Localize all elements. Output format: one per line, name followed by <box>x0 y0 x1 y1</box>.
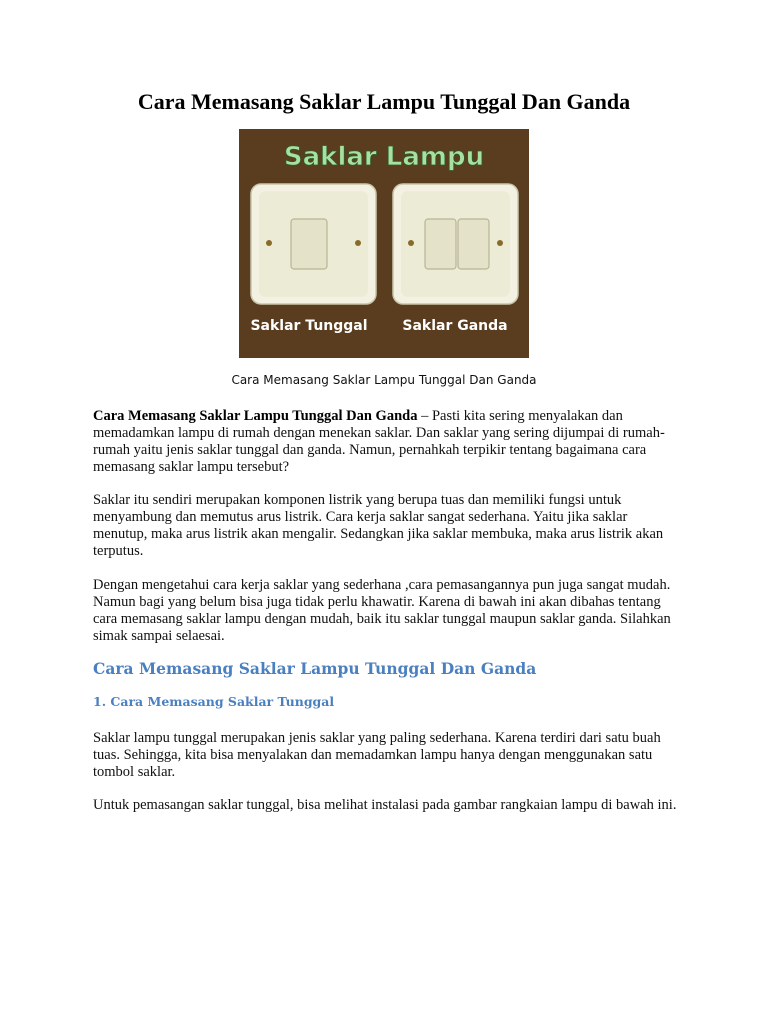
double-switch-plate <box>393 184 518 304</box>
paragraph-intro <box>93 408 678 476</box>
figure-heading: Saklar Lampu <box>283 142 485 172</box>
figure-caption: Cara Memasang Saklar Lampu Tunggal Dan Ganda <box>231 373 537 387</box>
paragraph-3: Dengan mengetahui cara kerja saklar yang sederhana ,cara pemasangannya pun juga sangat mudah. Namun bagi yang belum bisa juga tidak perlu khawatir. Karena di bawah ini akan dibahas tentang cara memasang saklar lampu dengan mudah, baik itu saklar tunggal maupun saklar ganda. Silahkan simak sampai selaesai. <box>93 577 671 644</box>
switch-illustration <box>239 129 529 358</box>
figure-label-double: Saklar Ganda <box>402 318 508 334</box>
paragraph-5: Untuk pemasangan saklar tunggal, bisa melihat instalasi pada gambar rangkaian lampu di bawah ini. <box>93 797 677 813</box>
section-heading: Cara Memasang Saklar Lampu Tunggal Dan Ganda <box>93 659 537 678</box>
single-switch-rocker <box>291 219 327 269</box>
single-switch-plate <box>251 184 376 304</box>
figure-label-single: Saklar Tunggal <box>250 318 368 334</box>
intro-bold-lead: Cara Memasang Saklar Lampu Tunggal Dan Ganda <box>93 408 418 424</box>
subsection-heading: 1. Cara Memasang Saklar Tunggal <box>93 694 335 709</box>
double-switch-rocker-left <box>425 219 456 269</box>
page-title: Cara Memasang Saklar Lampu Tunggal Dan Ganda <box>137 89 631 114</box>
double-switch-rocker-right <box>458 219 489 269</box>
intro-text: – Pasti kita sering menyalakan dan memadamkan lampu di rumah dengan menekan saklar. Dan saklar yang sering dijumpai di rumah-rumah yaitu jenis saklar tunggal dan ganda. Namun, pernahkah terpikir tentang bagaimana cara memasang saklar lampu tersebut? <box>93 408 665 475</box>
paragraph-4: Saklar lampu tunggal merupakan jenis saklar yang paling sederhana. Karena terdiri dari satu buah tuas. Sehingga, kita bisa menyalakan dan memadamkan lampu hanya dengan menggunakan satu tombol saklar. <box>93 730 661 780</box>
paragraph-2: Saklar itu sendiri merupakan komponen listrik yang berupa tuas dan memiliki fungsi untuk menyambung dan memutus arus listrik. Cara kerja saklar sangat sederhana. Yaitu jika saklar menutup, maka arus listrik akan mengalir. Sedangkan jika saklar membuka, maka arus listrik akan terputus. <box>93 492 664 559</box>
figure-switch-photo <box>239 129 529 358</box>
